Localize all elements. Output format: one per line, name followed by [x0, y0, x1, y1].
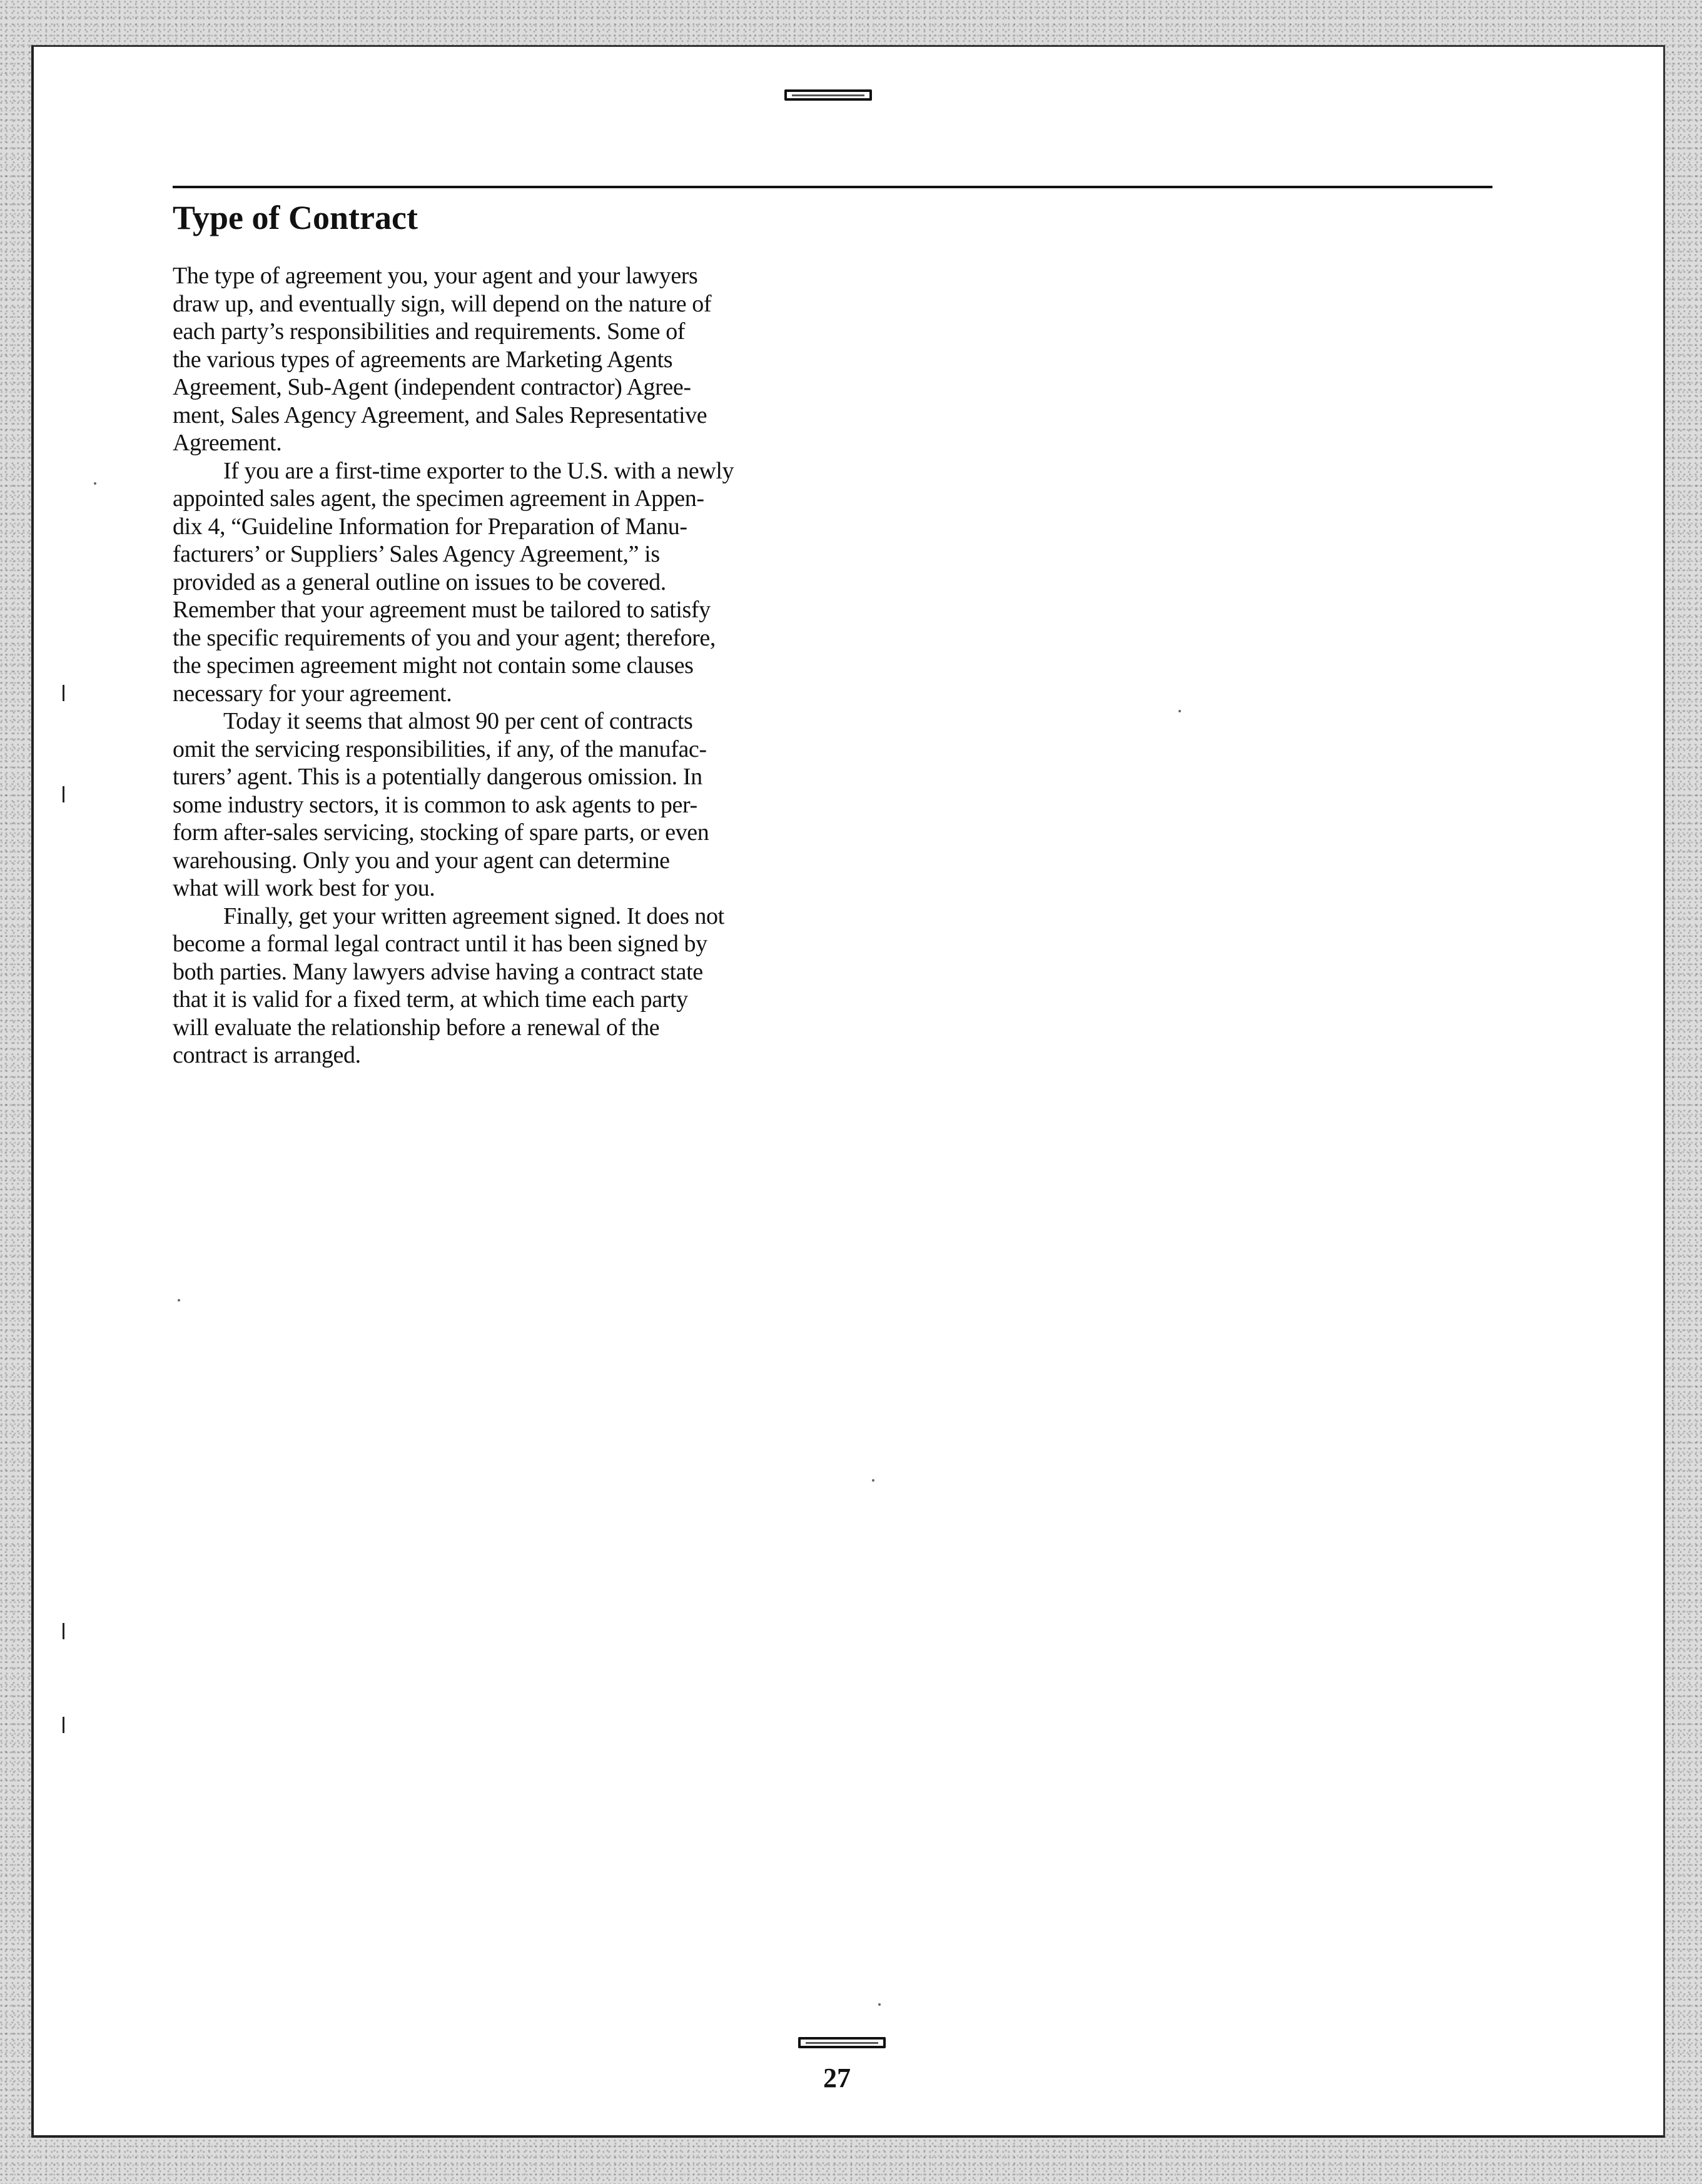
text-line: omit the servicing responsibilities, if any, of the manufac- [173, 736, 707, 762]
text-line: appointed sales agent, the specimen agreement in Appen- [173, 485, 704, 512]
paragraph [173, 262, 823, 457]
text-line: provided as a general outline on issues to be covered. [173, 569, 666, 595]
text-line: the various types of agreements are Marketing Agents [173, 346, 673, 373]
body-text [173, 262, 823, 1069]
text-line: dix 4, “Guideline Information for Preparation of Manu- [173, 513, 687, 540]
scan-speck [178, 1299, 180, 1302]
paragraph [173, 902, 823, 1069]
text-line: warehousing. Only you and your agent can determine [173, 847, 670, 874]
text-line: that it is valid for a fixed term, at which time each party [173, 986, 688, 1013]
scan-speck [878, 2003, 881, 2006]
text-line: turers’ agent. This is a potentially dangerous omission. In [173, 764, 702, 790]
text-line: facturers’ or Suppliers’ Sales Agency Agreement,” is [173, 541, 660, 567]
text-line: become a formal legal contract until it has been signed by [173, 931, 707, 957]
text-line: The type of agreement you, your agent and your lawyers [173, 263, 698, 289]
text-line: the specimen agreement might not contain some clauses [173, 652, 694, 679]
text-line: what will work best for you. [173, 875, 435, 901]
section-heading: Type of Contract [173, 199, 418, 236]
text-line: ment, Sales Agency Agreement, and Sales Representative [173, 402, 707, 428]
paragraph [173, 707, 823, 902]
page-number: 27 [823, 2063, 851, 2093]
text-line: Today it seems that almost 90 per cent of contracts [223, 708, 693, 734]
heading-rule [173, 186, 1492, 188]
text-line: Agreement, Sub-Agent (independent contractor) Agree- [173, 374, 691, 400]
text-line: Remember that your agreement must be tailored to satisfy [173, 597, 711, 623]
text-line: both parties. Many lawyers advise having a contract state [173, 958, 703, 985]
text-line: draw up, and eventually sign, will depend on the nature of [173, 290, 712, 317]
text-line: necessary for your agreement. [173, 680, 452, 707]
text-line: some industry sectors, it is common to ask agents to per- [173, 791, 697, 818]
scan-speck [94, 482, 96, 485]
bottom-register-mark [798, 2037, 886, 2048]
text-line: Finally, get your written agreement signed. It does not [223, 902, 724, 929]
top-register-mark [784, 89, 872, 101]
text-line: form after-sales servicing, stocking of spare parts, or even [173, 819, 709, 846]
margin-mark [63, 1717, 68, 1733]
page [31, 45, 1665, 2138]
text-line: Agreement. [173, 430, 282, 456]
paragraph [173, 457, 823, 708]
text-line: contract is arranged. [173, 1042, 361, 1068]
margin-mark [63, 1623, 68, 1639]
scan-speck [1178, 710, 1181, 712]
text-line: the specific requirements of you and your agent; therefore, [173, 624, 716, 651]
text-line: each party’s responsibilities and requirements. Some of [173, 318, 686, 345]
text-line: will evaluate the relationship before a renewal of the [173, 1014, 660, 1041]
margin-mark [63, 786, 68, 802]
margin-mark [63, 685, 68, 701]
scan-speck [872, 1479, 874, 1482]
text-line: If you are a first-time exporter to the U.S. with a newly [223, 457, 734, 484]
